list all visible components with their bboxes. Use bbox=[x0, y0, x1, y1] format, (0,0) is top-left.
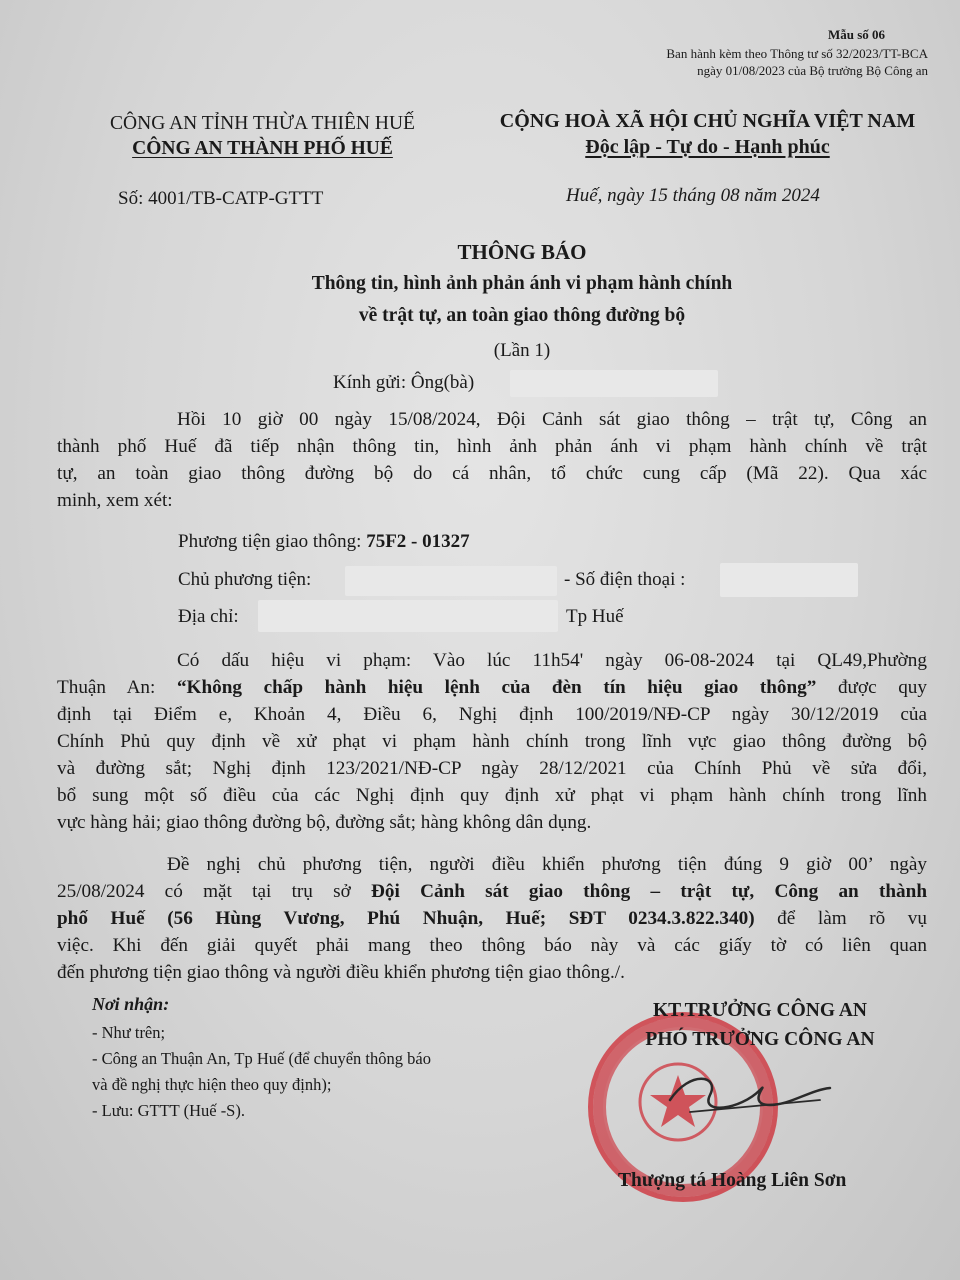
violation-description: “Không chấp hành hiệu lệnh của đèn tín hiệu giao thông” bbox=[176, 677, 817, 698]
request-line-3 bbox=[57, 905, 927, 932]
address-city: Tp Huế bbox=[566, 606, 624, 627]
request-purpose: để làm rõ vụ bbox=[754, 908, 927, 929]
nation-title: CỘNG HOÀ XÃ HỘI CHỦ NGHĨA VIỆT NAM bbox=[499, 110, 916, 132]
place-date: Huế, ngày 15 tháng 08 năm 2024 bbox=[566, 185, 820, 206]
violation-line: Chính Phủ quy định về xử phạt vi phạm hành chính trong lĩnh vực giao thông đường bộ bbox=[57, 731, 927, 752]
appointment-date: 25/08/2024 có mặt tại trụ sở bbox=[57, 881, 372, 902]
org-name-city-text: CÔNG AN THÀNH PHỐ HUẾ bbox=[132, 138, 393, 159]
redacted-address bbox=[258, 600, 558, 632]
request-line: việc. Khi đến giải quyết phải mang theo thông báo này và các giấy tờ có liên quan bbox=[57, 935, 927, 956]
redacted-phone bbox=[720, 563, 858, 597]
owner-label: Chủ phương tiện: bbox=[178, 569, 312, 590]
vehicle-line bbox=[178, 531, 470, 553]
violation-paragraph bbox=[57, 647, 927, 836]
intro-line: minh, xem xét: bbox=[57, 490, 173, 511]
nation-motto-text: Độc lập - Tự do - Hạnh phúc bbox=[585, 136, 830, 158]
request-line: Đề nghị chủ phương tiện, người điều khiển phương tiện đúng 9 giờ 00’ ngày bbox=[167, 854, 927, 875]
signature-title-1: KT.TRƯỞNG CÔNG AN bbox=[653, 1000, 867, 1021]
violation-line: và đường sắt; Nghị định 123/2021/NĐ-CP ngày 28/12/2021 của Chính Phủ về sửa đổi, bbox=[57, 758, 927, 779]
violation-tail: được quy bbox=[816, 677, 927, 698]
nation-motto bbox=[470, 136, 945, 159]
violation-line: bổ sung một số điều của các Nghị định quy định xử phạt vi phạm hành chính trong lĩnh bbox=[57, 785, 927, 806]
recipient-item: và đề nghị thực hiện theo quy định); bbox=[92, 1075, 332, 1094]
office-address: phố Huế (56 Hùng Vương, Phú Nhuận, Huế; SĐT 0234.3.822.340) bbox=[57, 908, 755, 929]
violation-line: Có dấu hiệu vi phạm: Vào lúc 11h54' ngày 06-08-2024 tại QL49,Phường bbox=[177, 650, 927, 671]
request-line: đến phương tiện giao thông và người điều khiển phương tiện giao thông./. bbox=[57, 962, 625, 983]
recipient-item: - Công an Thuận An, Tp Huế (để chuyển thông báo bbox=[92, 1049, 431, 1068]
form-reference-line-1: Ban hành kèm theo Thông tư số 32/2023/TT-BCA bbox=[666, 46, 928, 61]
document-number: Số: 4001/TB-CATP-GTTT bbox=[118, 188, 324, 209]
office-name: Đội Cảnh sát giao thông – trật tự, Công an thành bbox=[371, 881, 927, 902]
violation-line: vực hàng hải; giao thông đường bộ, đường sắt; hàng không dân dụng. bbox=[57, 812, 592, 833]
vehicle-label: Phương tiện giao thông: bbox=[178, 531, 367, 552]
request-line-2 bbox=[57, 878, 927, 905]
violation-line: định tại Điểm e, Khoản 4, Điều 6, Nghị định 100/2019/NĐ-CP ngày 30/12/2019 của bbox=[57, 704, 927, 725]
intro-paragraph bbox=[57, 406, 927, 514]
org-name-city bbox=[60, 138, 465, 160]
recipient-item: - Như trên; bbox=[92, 1023, 166, 1042]
org-name-province: CÔNG AN TỈNH THỪA THIÊN HUẾ bbox=[110, 113, 415, 134]
signature-title-2: PHÓ TRƯỞNG CÔNG AN bbox=[645, 1029, 875, 1050]
form-reference-line-2: ngày 01/08/2023 của Bộ trưởng Bộ Công an bbox=[697, 63, 928, 78]
notice-round: (Lần 1) bbox=[493, 340, 551, 361]
notice-subtitle-1: Thông tin, hình ảnh phản ánh vi phạm hành chính bbox=[311, 273, 733, 294]
phone-label: - Số điện thoại : bbox=[564, 569, 686, 590]
intro-line: Hồi 10 giờ 00 ngày 15/08/2024, Đội Cảnh sát giao thông – trật tự, Công an bbox=[177, 409, 927, 430]
request-paragraph bbox=[57, 851, 927, 986]
recipients-label: Nơi nhận: bbox=[92, 994, 170, 1014]
license-plate: 75F2 - 01327 bbox=[366, 531, 470, 552]
violation-line-2 bbox=[57, 674, 927, 701]
signer-name: Thượng tá Hoàng Liên Sơn bbox=[618, 1170, 847, 1191]
redacted-owner bbox=[345, 566, 557, 596]
intro-line: thành phố Huế đã tiếp nhận thông tin, hình ảnh phản ánh vi phạm hành chính về trật bbox=[57, 436, 927, 457]
redacted-addressee bbox=[510, 370, 718, 397]
addressee-label: Kính gửi: Ông(bà) bbox=[333, 372, 475, 393]
intro-line: tự, an toàn giao thông đường bộ do cá nhân, tổ chức cung cấp (Mã 22). Qua xác bbox=[57, 463, 927, 484]
form-number: Mẫu số 06 bbox=[827, 27, 885, 42]
form-reference bbox=[666, 45, 928, 79]
violation-location: Thuận An: bbox=[57, 677, 177, 698]
handwritten-signature bbox=[650, 1060, 840, 1130]
notice-subtitle-2: về trật tự, an toàn giao thông đường bộ bbox=[358, 305, 686, 326]
address-label: Địa chỉ: bbox=[178, 606, 239, 627]
recipients-list bbox=[92, 1020, 431, 1124]
recipient-item: - Lưu: GTTT (Huế -S). bbox=[92, 1101, 245, 1120]
notice-title: THÔNG BÁO bbox=[457, 240, 587, 264]
